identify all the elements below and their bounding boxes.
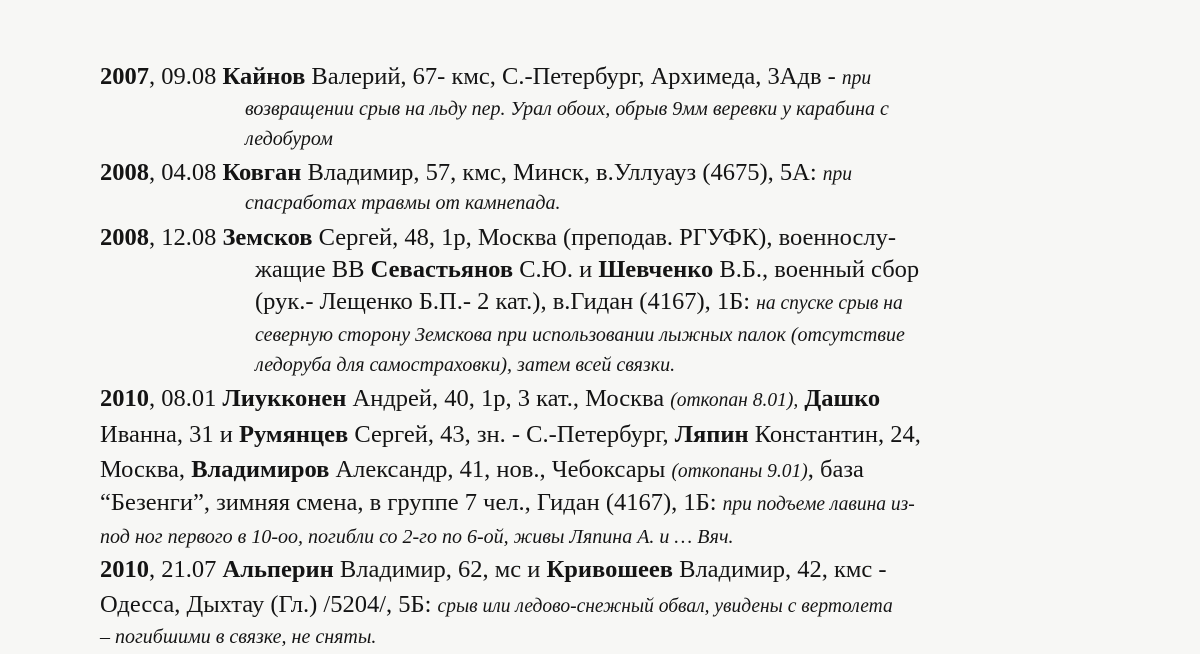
entry-2010a-line-5	[100, 522, 734, 552]
entry-note: (откопан 8.01),	[670, 390, 799, 411]
entry-text: С.Ю. и	[513, 256, 599, 283]
entry-2007-line-2	[245, 94, 889, 124]
entry-year: 2010	[100, 385, 149, 412]
entry-2010b-line-1	[100, 555, 887, 585]
entry-note: спасработах травмы от камнепада.	[245, 192, 561, 214]
entry-person: Севастьянов	[370, 256, 514, 283]
entry-date: , 09.08	[149, 63, 223, 90]
entry-2008b-line-5	[255, 350, 675, 380]
entry-2010a-line-2	[100, 420, 921, 450]
entry-2008b-line-4	[255, 320, 905, 350]
entry-note: при подъеме лавина из-	[722, 494, 915, 515]
entry-2007-line-1	[100, 62, 871, 94]
entry-person: Ляпин	[674, 421, 749, 448]
entry-2008a-line-1	[100, 158, 852, 190]
entry-text: (рук.- Лещенко Б.П.- 2 кат.), в.Гидан (4167), 1Б:	[255, 288, 757, 315]
entry-details: Владимир, 62, мс и	[333, 556, 547, 583]
entry-note: при	[841, 68, 872, 89]
entry-year: 2008	[100, 159, 149, 186]
entry-person: Шевченко	[598, 256, 714, 283]
entry-year: 2007	[100, 63, 149, 90]
entry-note: – погибшими в связке, не сняты.	[100, 626, 377, 648]
entry-text: “Безенги”, зимняя смена, в группе 7 чел., Гидан (4167), 1Б:	[100, 489, 723, 516]
entry-text: Одесса, Дыхтау (Гл.) /5204/, 5Б:	[100, 591, 438, 618]
entry-note: ледобуром	[245, 128, 333, 150]
entry-note: возвращении срыв на льду пер. Урал обоих, обрыв 9мм веревки у карабина с	[245, 98, 889, 120]
entry-year: 2008	[100, 224, 149, 251]
entry-2010b-line-2	[100, 590, 893, 622]
entry-note: при	[822, 164, 853, 185]
entry-text: Москва,	[100, 456, 192, 483]
entry-surname: Кайнов	[222, 63, 306, 90]
entry-details: Владимир, 57, кмс, Минск, в.Уллуауз (4675), 5А:	[301, 159, 823, 186]
entry-date: , 21.07	[149, 556, 223, 583]
entry-2008a-line-2	[245, 188, 561, 218]
entry-text: Александр, 41, нов., Чебоксары	[329, 456, 672, 483]
entry-surname: Альперин	[222, 556, 334, 583]
entry-2008b-line-2	[255, 255, 919, 285]
entry-2007-line-3	[245, 124, 333, 154]
entry-text: В.Б., военный сбор	[713, 256, 920, 283]
entry-details: Валерий, 67- кмс, С.-Петербург, Архимеда, 3Адв -	[305, 63, 842, 90]
entry-text: Владимир, 42, кмс -	[672, 556, 887, 583]
entry-text: , база	[807, 456, 864, 483]
entry-2010a-line-4	[100, 488, 915, 520]
entry-2008b-line-3	[255, 287, 903, 319]
entry-date: , 12.08	[149, 224, 223, 251]
entry-text: Константин, 24,	[748, 421, 921, 448]
entry-surname: Лиукконен	[222, 385, 347, 412]
entry-2008b-line-1	[100, 223, 896, 253]
entry-person: Дашко	[804, 385, 881, 412]
entry-year: 2010	[100, 556, 149, 583]
entry-2010a-line-3	[100, 455, 864, 487]
entry-details: Сергей, 48, 1р, Москва (преподав. РГУФК), военнослу-	[312, 224, 897, 251]
entry-2010b-line-3	[100, 622, 376, 652]
entry-note: северную сторону Земскова при использовании лыжных палок (отсутствие	[255, 324, 905, 346]
entry-surname: Земсков	[222, 224, 313, 251]
entry-details: Андрей, 40, 1р, 3 кат., Москва	[346, 385, 671, 412]
entry-note: срыв или ледово-снежный обвал, увидены с вертолета	[437, 596, 893, 617]
entry-date: , 08.01	[149, 385, 223, 412]
entry-text: жащие ВВ	[255, 256, 371, 283]
entry-person: Владимиров	[191, 456, 330, 483]
entry-note: (откопаны 9.01)	[671, 461, 808, 482]
entry-text: Сергей, 43, зн. - С.-Петербург,	[348, 421, 675, 448]
entry-note: под ног первого в 10-оо, погибли со 2-го по 6-ой, живы Ляпина А. и … Вяч.	[100, 526, 734, 548]
entry-person: Кривошеев	[546, 556, 673, 583]
entry-surname: Ковган	[222, 159, 302, 186]
entry-person: Румянцев	[239, 421, 349, 448]
entry-note: на спуске срыв на	[756, 293, 903, 314]
entry-text: Иванна, 31 и	[100, 421, 240, 448]
entry-2010a-line-1	[100, 384, 880, 416]
entry-date: , 04.08	[149, 159, 223, 186]
entry-note: ледоруба для самостраховки), затем всей связки.	[255, 354, 676, 376]
